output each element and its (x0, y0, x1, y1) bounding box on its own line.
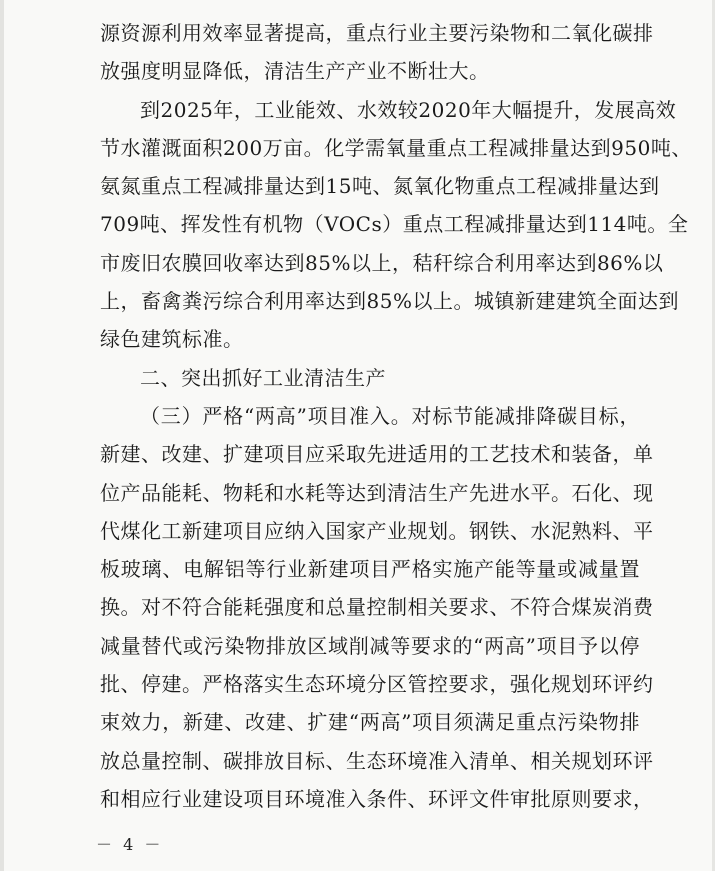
paragraph-line: 市废旧农膜回收率达到85%以上，秸秆综合利用率达到86%以 (100, 250, 664, 275)
section-heading: 二、突出抓好工业清洁生产 (140, 365, 386, 390)
paragraph-line: 板玻璃、电解铝等行业新建项目严格实施产能等量或减量置 (100, 557, 640, 582)
paragraph-line: 到2025年，工业能效、水效较2020年大幅提升，发展高效 (140, 97, 677, 122)
paragraph-line: 代煤化工新建项目应纳入国家产业规划。钢铁、水泥熟料、平 (100, 518, 654, 543)
paragraph-line: 节水灌溉面积200万亩。化学需氧量重点工程减排量达到950吨、 (100, 135, 692, 160)
paragraph-line: 氨氮重点工程减排量达到15吨、氮氧化物重点工程减排量达到 (100, 174, 660, 199)
paragraph-line: 换。对不符合能耗强度和总量控制相关要求、不符合煤炭消费 (100, 595, 654, 620)
page-left-edge (0, 0, 4, 871)
page-number: － 4 － (96, 835, 164, 854)
paragraph-line: 减量替代或污染物排放区域削减等要求的“两高”项目予以停 (100, 633, 640, 658)
paragraph-line: （三）严格“两高”项目准入。对标节能减排降碳目标， (140, 403, 640, 428)
paragraph-line: 源资源利用效率显著提高，重点行业主要污染物和二氧化碳排 (100, 21, 654, 45)
paragraph-line: 批、停建。严格落实生态环境分区管控要求，强化规划环评约 (100, 672, 654, 697)
paragraph-line: 放总量控制、碳排放目标、生态环境准入清单、相关规划环评 (100, 748, 654, 773)
paragraph-line: 上，畜禽粪污综合利用率达到85%以上。城镇新建建筑全面达到 (100, 289, 679, 314)
paragraph-line: 位产品能耗、物耗和水耗等达到清洁生产先进水平。石化、现 (100, 480, 654, 505)
paragraph-line: 绿色建筑标准。 (100, 327, 244, 352)
paragraph-line: 新建、改建、扩建项目应采取先进适用的工艺技术和装备，单 (100, 442, 654, 467)
paragraph-line: 和相应行业建设项目环境准入条件、环评文件审批原则要求， (100, 786, 654, 811)
paragraph-line: 709吨、挥发性有机物（VOCs）重点工程减排量达到114吨。全 (100, 212, 689, 237)
body-text (100, 0, 692, 818)
paragraph-line: 放强度明显降低，清洁生产产业不断壮大。 (100, 59, 490, 84)
paragraph-line: 束效力，新建、改建、扩建“两高”项目须满足重点污染物排 (100, 710, 640, 735)
